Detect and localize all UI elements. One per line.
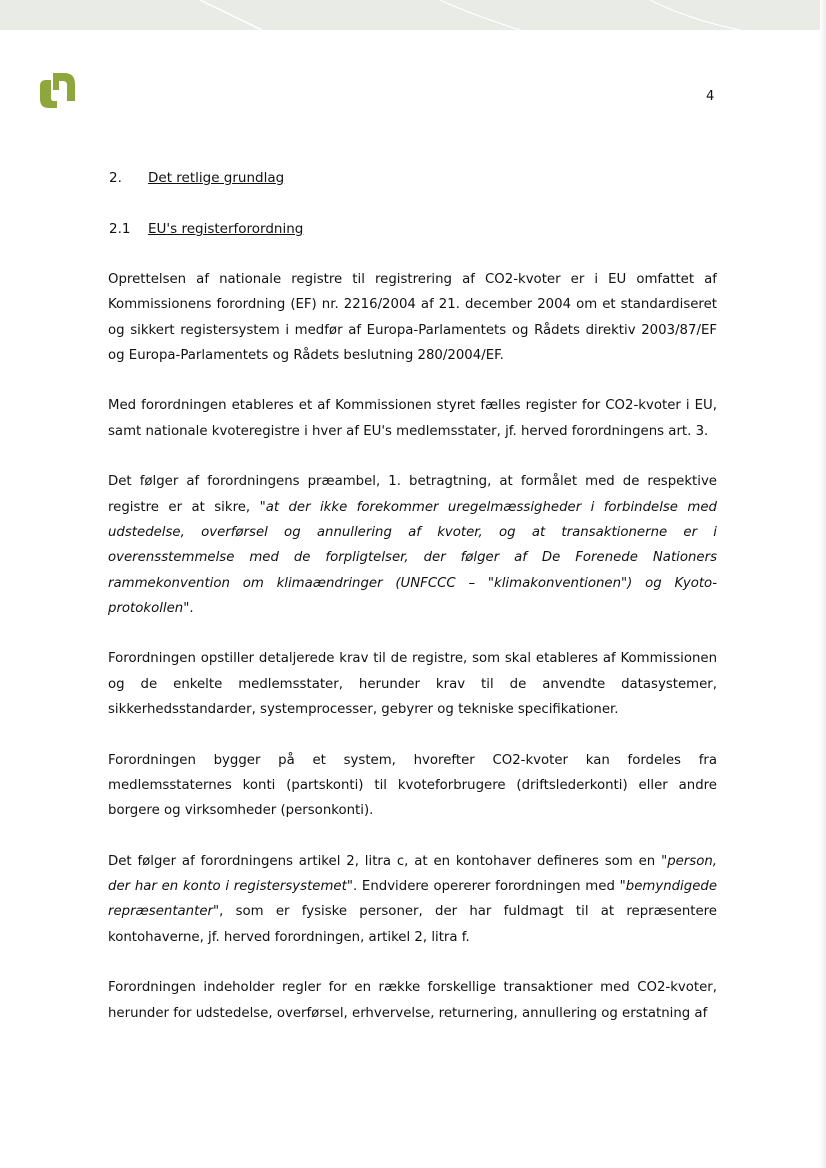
paragraph-1: Oprettelsen af nationale registre til registrering af CO2-kvoter er i EU omfattet af Kommissionens forordning (EF) nr. 2216/2004 af 21. december 2004 om et standardiseret og sikkert registersystem i medfør af Europa-Parlamentets og Rådets direktiv 2003/87/EF og Europa-Parlamentets og Rådets beslutning 280/2004/EF. [108, 272, 717, 363]
paragraph-2: Med forordningen etableres et af Kommissionen styret fælles register for CO2-kvoter i EU, samt nationale kvoteregistre i hver af EU's medlemsstater, jf. herved forordningens art. 3. [108, 398, 717, 439]
subsection-heading [109, 221, 303, 237]
paragraph-6-quote-1: person, der har en konto i registersystemet [108, 853, 717, 895]
header-band [0, 0, 820, 30]
body-text [108, 267, 717, 1026]
paragraph-6-quote-2: bemyndigede repræsentanter [108, 879, 717, 920]
subsection-number: 2.1 [109, 221, 131, 237]
paragraph-6 [108, 849, 717, 950]
subsection-title: EU's registerforordning [148, 221, 304, 237]
paragraph-7: Forordningen indeholder regler for en række forskellige transaktioner med CO2-kvoter, herunder for udstedelse, overførsel, erhvervelse, returnering, annullering og erstatning af [108, 980, 717, 1021]
section-heading [109, 170, 284, 186]
company-logo [37, 70, 79, 110]
paragraph-6-part-1: Det følger af forordningens artikel 2, litra c, at en kontohaver defineres som en " [108, 853, 668, 869]
section-title: Det retlige grundlag [148, 170, 285, 186]
paragraph-6-part-2: ". Endvidere opererer forordningen med " [346, 879, 626, 895]
paragraph-3-end: ". [183, 600, 194, 616]
page-edge-shadow [820, 0, 826, 1168]
paragraph-3-quote: at der ikke forekommer uregelmæssigheder i forbindelse med udstedelse, overførsel og annullering af kvoter, og at transaktionerne er i overensstemmelse med de forpligtelser, der følger af De Forenede Nationers rammekonvention om klimaændringer (UNFCCC – "klimakonventionen") og Kyoto-protokollen [108, 499, 717, 616]
section-number: 2. [109, 170, 122, 186]
paragraph-4: Forordningen opstiller detaljerede krav til de registre, som skal etableres af Kommissionen og de enkelte medlemsstater, herunder krav til de anvendte datasystemer, sikkerhedsstandarder, systemprocesser, gebyrer og tekniske specifikationer. [108, 651, 717, 718]
paragraph-6-part-3: ", som er fysiske personer, der har fuldmagt til at repræsentere kontohaverne, jf. herved forordningen, artikel 2, litra f. [108, 904, 717, 945]
paragraph-3 [108, 469, 717, 621]
page-number: 4 [706, 89, 715, 104]
paragraph-3-intro: Det følger af forordningens præambel, 1. betragtning, at formålet med de respektive registre er at sikre, " [108, 474, 717, 515]
paragraph-5: Forordningen bygger på et system, hvorefter CO2-kvoter kan fordeles fra medlemsstaternes konti (partskonti) til kvoteforbrugere (driftslederkonti) eller andre borgere og virksomheder (personkonti). [108, 752, 717, 819]
